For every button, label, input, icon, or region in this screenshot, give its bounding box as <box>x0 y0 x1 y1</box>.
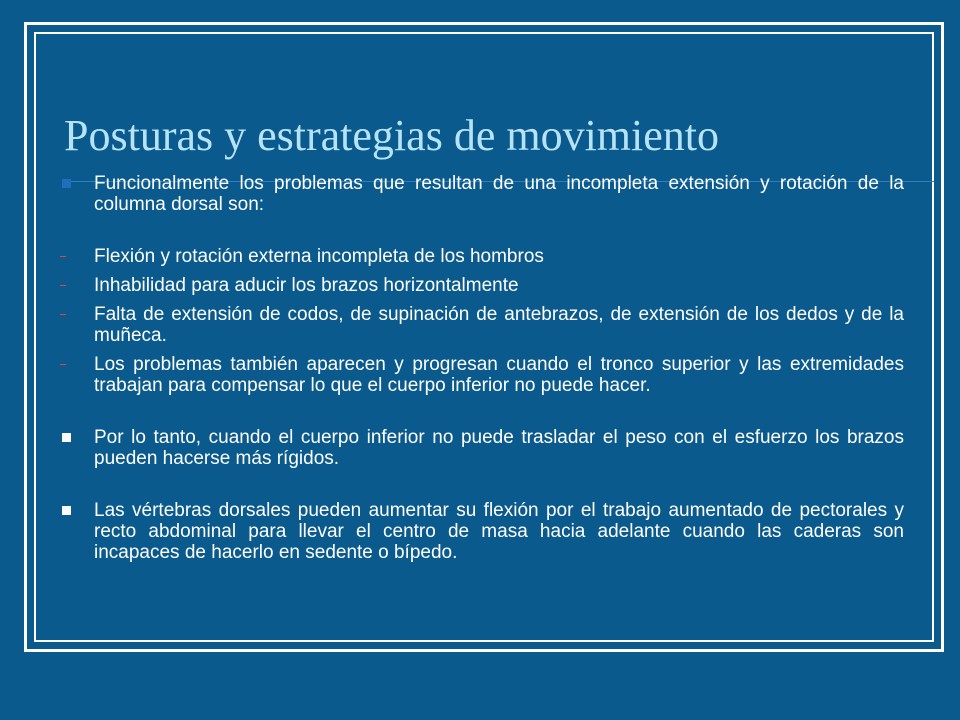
square-bullet-icon <box>60 427 80 448</box>
bullet-text: Las vértebras dorsales pueden aumentar su flexión por el trabajo aumentado de pectorales y recto abdominal para llevar el centro de masa hacia adelante cuando las caderas son incapaces de hacerlo en sedente o bípedo. <box>94 500 904 563</box>
bullet-item <box>58 173 904 215</box>
square-bullet-icon <box>60 500 80 521</box>
dash-bullet-icon <box>60 354 80 375</box>
dash-item <box>58 246 904 267</box>
dash-item <box>58 304 904 346</box>
dash-text: Los problemas también aparecen y progresan cuando el tronco superior y las extremidades trabajan para compensar lo que el cuerpo inferior no puede hacer. <box>94 354 904 396</box>
dash-text: Inhabilidad para aducir los brazos horizontalmente <box>94 275 519 296</box>
bullet-item <box>58 500 904 563</box>
bullet-text: Por lo tanto, cuando el cuerpo inferior no puede trasladar el peso con el esfuerzo los brazos pueden hacerse más rígidos. <box>94 427 904 469</box>
square-bullet-icon <box>60 173 80 194</box>
dash-item <box>58 354 904 396</box>
dash-bullet-icon <box>60 304 80 325</box>
dash-item <box>58 275 904 296</box>
dash-bullet-icon <box>60 275 80 296</box>
dash-text: Falta de extensión de codos, de supinación de antebrazos, de extensión de los dedos y de la muñeca. <box>94 304 904 346</box>
bullet-text: Funcionalmente los problemas que resultan de una incompleta extensión y rotación de la columna dorsal son: <box>94 173 904 215</box>
dash-bullet-icon <box>60 246 80 267</box>
slide-body <box>58 173 904 563</box>
dash-text: Flexión y rotación externa incompleta de los hombros <box>94 246 544 267</box>
slide-title: Posturas y estrategias de movimiento <box>64 111 719 160</box>
bullet-item <box>58 427 904 469</box>
